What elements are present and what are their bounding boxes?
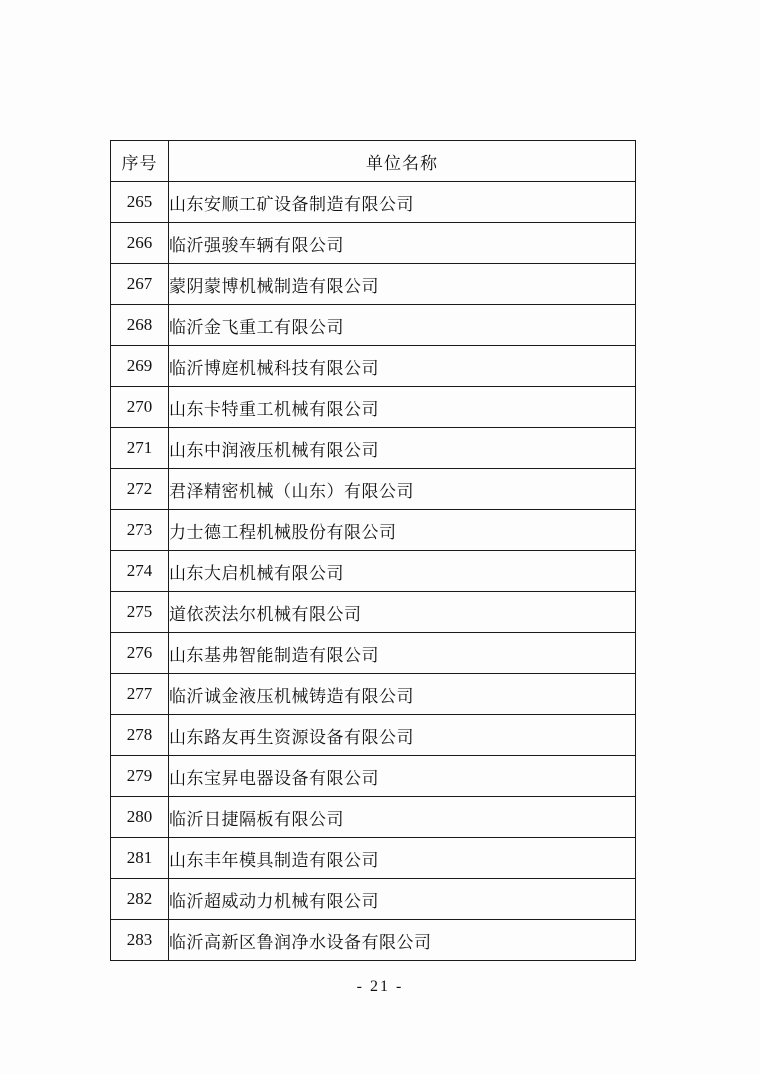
row-unit-name: 山东安顺工矿设备制造有限公司 bbox=[169, 182, 636, 223]
row-no: 270 bbox=[111, 387, 169, 428]
row-unit-name: 山东基弗智能制造有限公司 bbox=[169, 633, 636, 674]
row-unit-name: 山东丰年模具制造有限公司 bbox=[169, 838, 636, 879]
row-no: 269 bbox=[111, 346, 169, 387]
table-header-row bbox=[111, 141, 636, 182]
row-unit-name: 临沂超威动力机械有限公司 bbox=[169, 879, 636, 920]
table-row bbox=[111, 346, 636, 387]
table-row bbox=[111, 428, 636, 469]
row-unit-name: 山东大启机械有限公司 bbox=[169, 551, 636, 592]
row-no: 281 bbox=[111, 838, 169, 879]
row-unit-name: 蒙阴蒙博机械制造有限公司 bbox=[169, 264, 636, 305]
row-unit-name: 山东中润液压机械有限公司 bbox=[169, 428, 636, 469]
table-row bbox=[111, 510, 636, 551]
row-unit-name: 君泽精密机械（山东）有限公司 bbox=[169, 469, 636, 510]
row-unit-name: 山东宝昇电器设备有限公司 bbox=[169, 756, 636, 797]
row-unit-name: 临沂金飞重工有限公司 bbox=[169, 305, 636, 346]
table-row bbox=[111, 715, 636, 756]
row-unit-name: 道依茨法尔机械有限公司 bbox=[169, 592, 636, 633]
table-row bbox=[111, 305, 636, 346]
row-unit-name: 临沂诚金液压机械铸造有限公司 bbox=[169, 674, 636, 715]
row-no: 272 bbox=[111, 469, 169, 510]
row-no: 280 bbox=[111, 797, 169, 838]
table-row bbox=[111, 264, 636, 305]
row-no: 275 bbox=[111, 592, 169, 633]
table-row bbox=[111, 223, 636, 264]
row-unit-name: 临沂高新区鲁润净水设备有限公司 bbox=[169, 920, 636, 961]
table-row bbox=[111, 797, 636, 838]
row-no: 277 bbox=[111, 674, 169, 715]
row-no: 266 bbox=[111, 223, 169, 264]
page-number: - 21 - bbox=[356, 978, 404, 995]
row-unit-name: 山东卡特重工机械有限公司 bbox=[169, 387, 636, 428]
row-unit-name: 山东路友再生资源设备有限公司 bbox=[169, 715, 636, 756]
unit-list-table-container bbox=[110, 140, 635, 961]
table-row bbox=[111, 838, 636, 879]
column-header-no: 序号 bbox=[111, 141, 169, 182]
table-row bbox=[111, 756, 636, 797]
row-no: 268 bbox=[111, 305, 169, 346]
row-unit-name: 临沂博庭机械科技有限公司 bbox=[169, 346, 636, 387]
row-no: 271 bbox=[111, 428, 169, 469]
table-row bbox=[111, 633, 636, 674]
table-row bbox=[111, 469, 636, 510]
row-no: 282 bbox=[111, 879, 169, 920]
table-row bbox=[111, 879, 636, 920]
table-body bbox=[111, 182, 636, 961]
unit-list-table bbox=[110, 140, 636, 961]
table-row bbox=[111, 920, 636, 961]
table-row bbox=[111, 387, 636, 428]
row-no: 273 bbox=[111, 510, 169, 551]
row-unit-name: 临沂日捷隔板有限公司 bbox=[169, 797, 636, 838]
column-header-name: 单位名称 bbox=[169, 141, 636, 182]
row-no: 274 bbox=[111, 551, 169, 592]
row-unit-name: 力士德工程机械股份有限公司 bbox=[169, 510, 636, 551]
table-row bbox=[111, 674, 636, 715]
table-row bbox=[111, 182, 636, 223]
row-no: 279 bbox=[111, 756, 169, 797]
row-no: 265 bbox=[111, 182, 169, 223]
row-no: 276 bbox=[111, 633, 169, 674]
row-unit-name: 临沂强骏车辆有限公司 bbox=[169, 223, 636, 264]
row-no: 283 bbox=[111, 920, 169, 961]
row-no: 267 bbox=[111, 264, 169, 305]
row-no: 278 bbox=[111, 715, 169, 756]
table-row bbox=[111, 551, 636, 592]
table-row bbox=[111, 592, 636, 633]
